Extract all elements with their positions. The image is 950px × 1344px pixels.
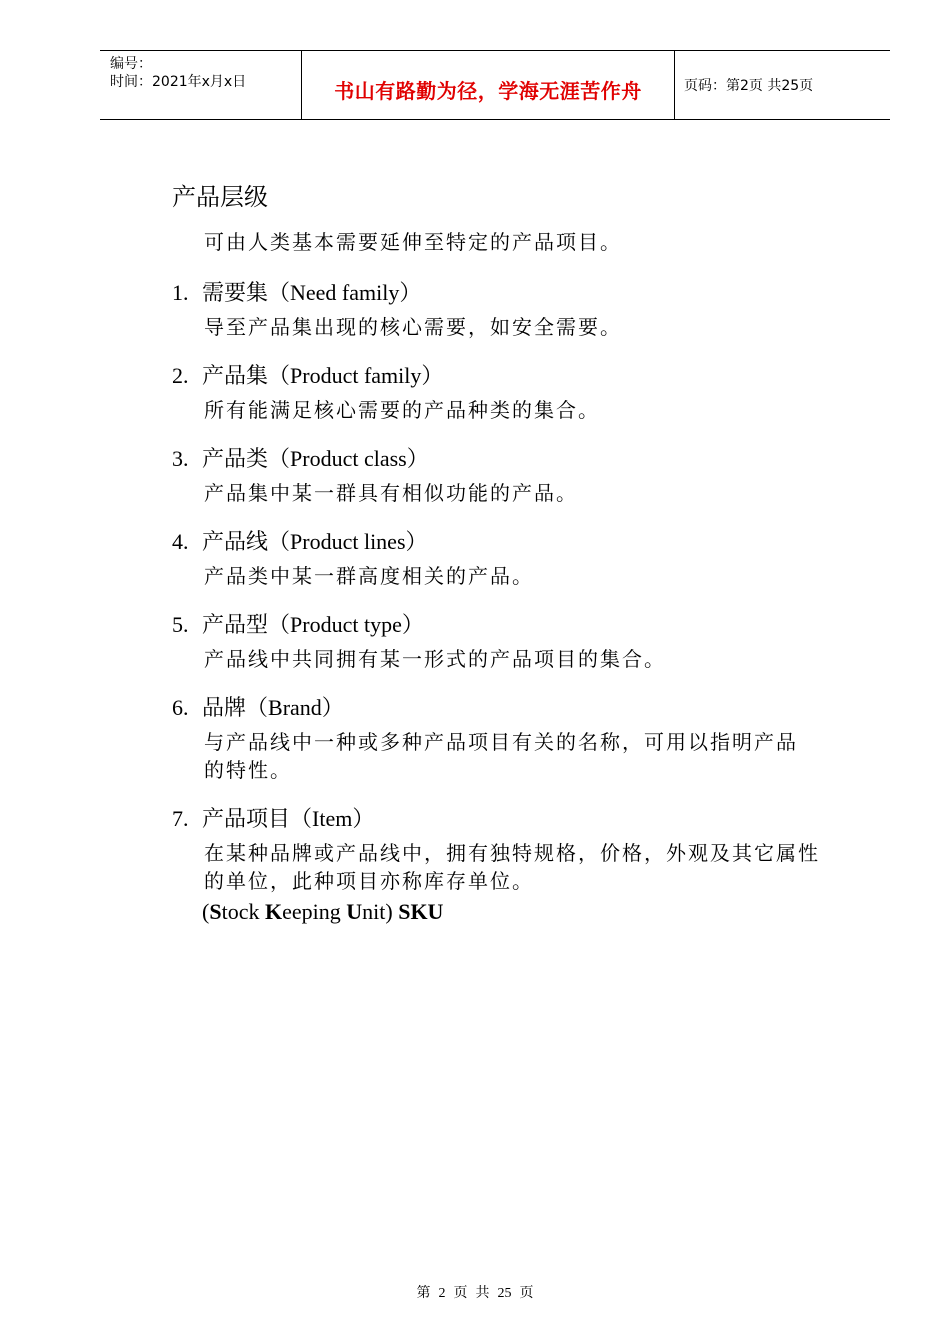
header-motto-cell	[302, 51, 675, 119]
item-title-en: （Product family）	[268, 363, 444, 388]
item-title	[202, 445, 429, 474]
item-title-en: （Brand）	[246, 695, 344, 720]
item-number: 3.	[172, 446, 189, 471]
item-description: 所有能满足核心需要的产品种类的集合。	[204, 398, 600, 422]
item-number: 6.	[172, 695, 189, 720]
page-footer	[0, 1285, 950, 1303]
footer-ye: 页	[453, 1286, 468, 1301]
section-intro: 可由人类基本需要延伸至特定的产品项目。	[204, 230, 622, 254]
sku-definition	[202, 898, 443, 926]
item-description: 产品类中某一群高度相关的产品。	[204, 564, 534, 588]
footer-page-number: 2	[438, 1286, 446, 1301]
item-title-en: （Item）	[290, 806, 375, 831]
item-number: 4.	[172, 529, 189, 554]
item-title-en: （Need family）	[268, 280, 422, 305]
item-description: 在某种品牌或产品线中，拥有独特规格，价格，外观及其它属性的单位，此种项目亦称库存单位。	[204, 841, 820, 893]
date-label: 时间：2021年x月x日	[110, 74, 247, 90]
item-title	[202, 694, 344, 723]
item-title-zh: 产品类	[202, 447, 269, 472]
item-title-zh: 品牌	[202, 696, 247, 721]
sku-initial-u: U	[346, 899, 363, 924]
item-title	[202, 528, 428, 557]
item-description: 与产品线中一种或多种产品项目有关的名称，可用以指明产品的特性。	[204, 730, 798, 782]
item-number: 5.	[172, 612, 189, 637]
item-title	[202, 805, 374, 834]
footer-ye: 页	[519, 1286, 534, 1301]
item-description: 导至产品集出现的核心需要，如安全需要。	[204, 315, 622, 339]
sku-word-keeping: eeping	[282, 899, 347, 924]
sku-initial-s: S	[209, 899, 222, 924]
page-header	[100, 50, 890, 120]
sku-word-stock: tock	[221, 899, 265, 924]
item-number: 2.	[172, 363, 189, 388]
item-title	[202, 362, 443, 391]
number-label: 编号：	[110, 56, 152, 72]
header-page-cell	[675, 51, 890, 119]
item-title	[202, 279, 421, 308]
footer-di: 第	[416, 1286, 431, 1301]
item-title-en: （Product type）	[268, 612, 424, 637]
item-description: 产品集中某一群具有相似功能的产品。	[204, 481, 578, 505]
sku-paren: (	[202, 899, 210, 924]
footer-total-pages: 25	[497, 1286, 512, 1301]
sku-initial-k: K	[264, 899, 283, 924]
section-title: 产品层级	[172, 183, 268, 211]
header-meta-cell	[100, 51, 302, 119]
item-title-zh: 需要集	[202, 281, 269, 306]
item-description: 产品线中共同拥有某一形式的产品项目的集合。	[204, 647, 666, 671]
sku-word-unit: nit)	[362, 899, 399, 924]
item-title-zh: 产品线	[202, 530, 269, 555]
item-number: 1.	[172, 280, 189, 305]
item-number: 7.	[172, 806, 189, 831]
item-title-en: （Product class）	[268, 446, 429, 471]
item-title-zh: 产品集	[202, 364, 269, 389]
footer-gong: 共	[475, 1286, 490, 1301]
item-title-zh: 产品项目	[202, 807, 291, 832]
motto: 书山有路勤为径，学海无涯苦作舟	[334, 79, 642, 103]
sku-abbreviation: SKU	[398, 899, 444, 924]
page-label: 页码：第2页 共25页	[684, 78, 814, 94]
item-title	[202, 611, 424, 640]
item-title-zh: 产品型	[202, 613, 269, 638]
item-title-en: （Product lines）	[268, 529, 428, 554]
